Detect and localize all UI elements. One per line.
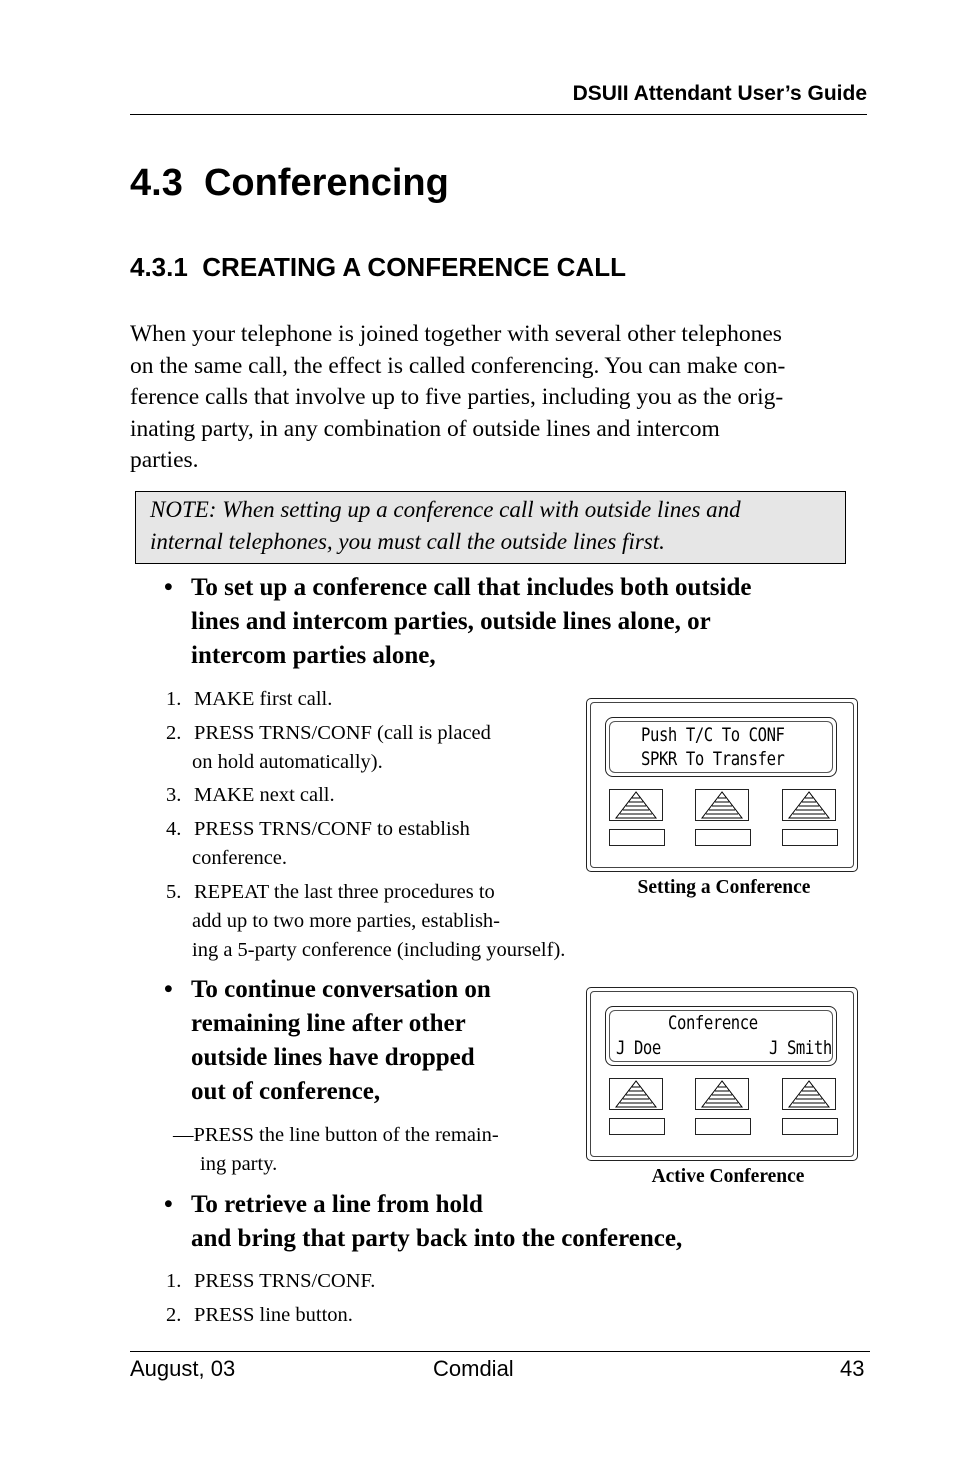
step-text: PRESS line button.	[194, 1304, 353, 1326]
bullet-dot: •	[164, 574, 173, 601]
softkey-triangle-icon	[782, 1078, 836, 1110]
softkey-triangle-icon	[782, 789, 836, 821]
step-number: 4.	[166, 818, 182, 840]
lcd-line-1: Push T/C To CONF	[641, 724, 785, 746]
lcd-screen	[605, 717, 837, 777]
softkey-triangle-icon	[609, 1078, 663, 1110]
page-number: 43	[840, 1356, 865, 1381]
step-text: PRESS TRNS/CONF to establish	[194, 818, 470, 840]
intro-line: When your telephone is joined together with several other telephones	[130, 321, 782, 347]
header-rule	[130, 114, 867, 115]
intro-line: ference calls that involve up to five parties, including you as the orig-	[130, 384, 784, 410]
action-line: ing party.	[200, 1153, 278, 1175]
bullet-line: To retrieve a line from hold	[191, 1191, 483, 1218]
note-text	[150, 494, 845, 557]
step-text: add up to two more parties, establish-	[192, 910, 501, 932]
bullet-line: To continue conversation on	[191, 976, 491, 1003]
softkey-triangle-icon	[609, 789, 663, 821]
bullet-line: remaining line after other	[191, 1010, 466, 1037]
line-button	[695, 829, 751, 846]
step-number: 3.	[166, 784, 182, 806]
phone-display-figure-active	[586, 987, 858, 1161]
subsection-title: 4.3.1 CREATING A CONFERENCE CALL	[130, 252, 626, 282]
step-item	[166, 1267, 375, 1296]
step-number: 1.	[166, 1270, 182, 1292]
step-text: ing a 5-party conference (including yourself).	[192, 939, 566, 961]
lcd-line-1: Conference	[668, 1012, 758, 1034]
step-number: 1.	[166, 688, 182, 710]
step-number: 5.	[166, 881, 182, 903]
line-button	[782, 829, 838, 846]
steps-retrieve-line	[166, 1267, 375, 1330]
lcd-caller-right: J Smith	[769, 1037, 832, 1059]
bullet-continue-conversation	[164, 973, 491, 1109]
lcd-screen	[605, 1006, 837, 1066]
running-header: DSUII Attendant User’s Guide	[572, 82, 867, 105]
note-box	[135, 491, 846, 564]
footer-rule	[130, 1351, 870, 1352]
steps-setup-conference	[166, 685, 565, 965]
intro-line: on the same call, the effect is called conferencing. You can make con-	[130, 352, 786, 379]
bullet-line: lines and intercom parties, outside lines alone, or	[191, 608, 711, 635]
step-text: PRESS TRNS/CONF.	[194, 1270, 376, 1292]
action-press-line-button	[173, 1121, 563, 1179]
footer-company: Comdial	[433, 1356, 514, 1381]
softkey-triangle-icon	[695, 1078, 749, 1110]
intro-paragraph	[130, 319, 870, 477]
step-number: 2.	[166, 1304, 182, 1326]
step-text: MAKE next call.	[194, 784, 335, 806]
step-text: on hold automatically).	[192, 751, 383, 773]
figure-caption: Active Conference	[651, 1166, 805, 1187]
action-line: —PRESS the line button of the remain-	[173, 1124, 499, 1146]
footer-date: August, 03	[130, 1356, 236, 1381]
phone-display-figure-setting	[586, 698, 858, 872]
step-text: PRESS TRNS/CONF (call is placed	[194, 722, 491, 744]
line-button	[609, 829, 665, 846]
bullet-line: and bring that party back into the conference,	[191, 1225, 683, 1252]
softkey-triangle-icon	[695, 789, 749, 821]
bullet-line: outside lines have dropped	[191, 1044, 475, 1071]
lcd-caller-left: J Doe	[616, 1037, 661, 1059]
line-button	[782, 1118, 838, 1135]
note-line: internal telephones, you must call the outside lines first.	[150, 528, 665, 554]
lcd-line-2: SPKR To Transfer	[641, 748, 785, 770]
bullet-setup-conference	[164, 571, 752, 673]
figure-caption: Setting a Conference	[637, 877, 811, 898]
bullet-line: intercom parties alone,	[191, 642, 436, 669]
step-text: conference.	[192, 847, 288, 869]
intro-line: parties.	[130, 447, 199, 473]
step-item	[166, 719, 565, 777]
line-button	[609, 1118, 665, 1135]
bullet-retrieve-line	[164, 1188, 683, 1256]
step-text: REPEAT the last three procedures to	[194, 881, 495, 903]
section-title: 4.3 Conferencing	[130, 162, 449, 204]
step-item	[166, 685, 565, 714]
bullet-dot: •	[164, 976, 173, 1003]
bullet-line: out of conference,	[191, 1078, 381, 1105]
line-button	[695, 1118, 751, 1135]
step-text: MAKE first call.	[194, 688, 333, 710]
intro-line: inating party, in any combination of outside lines and intercom	[130, 415, 720, 442]
step-item	[166, 1301, 375, 1330]
bullet-line: To set up a conference call that includes both outside	[191, 574, 752, 601]
step-item	[166, 878, 565, 965]
step-item	[166, 781, 565, 810]
step-number: 2.	[166, 722, 182, 744]
bullet-dot: •	[164, 1191, 173, 1218]
note-line: NOTE: When setting up a conference call with outside lines and	[150, 497, 741, 522]
step-item	[166, 815, 565, 873]
